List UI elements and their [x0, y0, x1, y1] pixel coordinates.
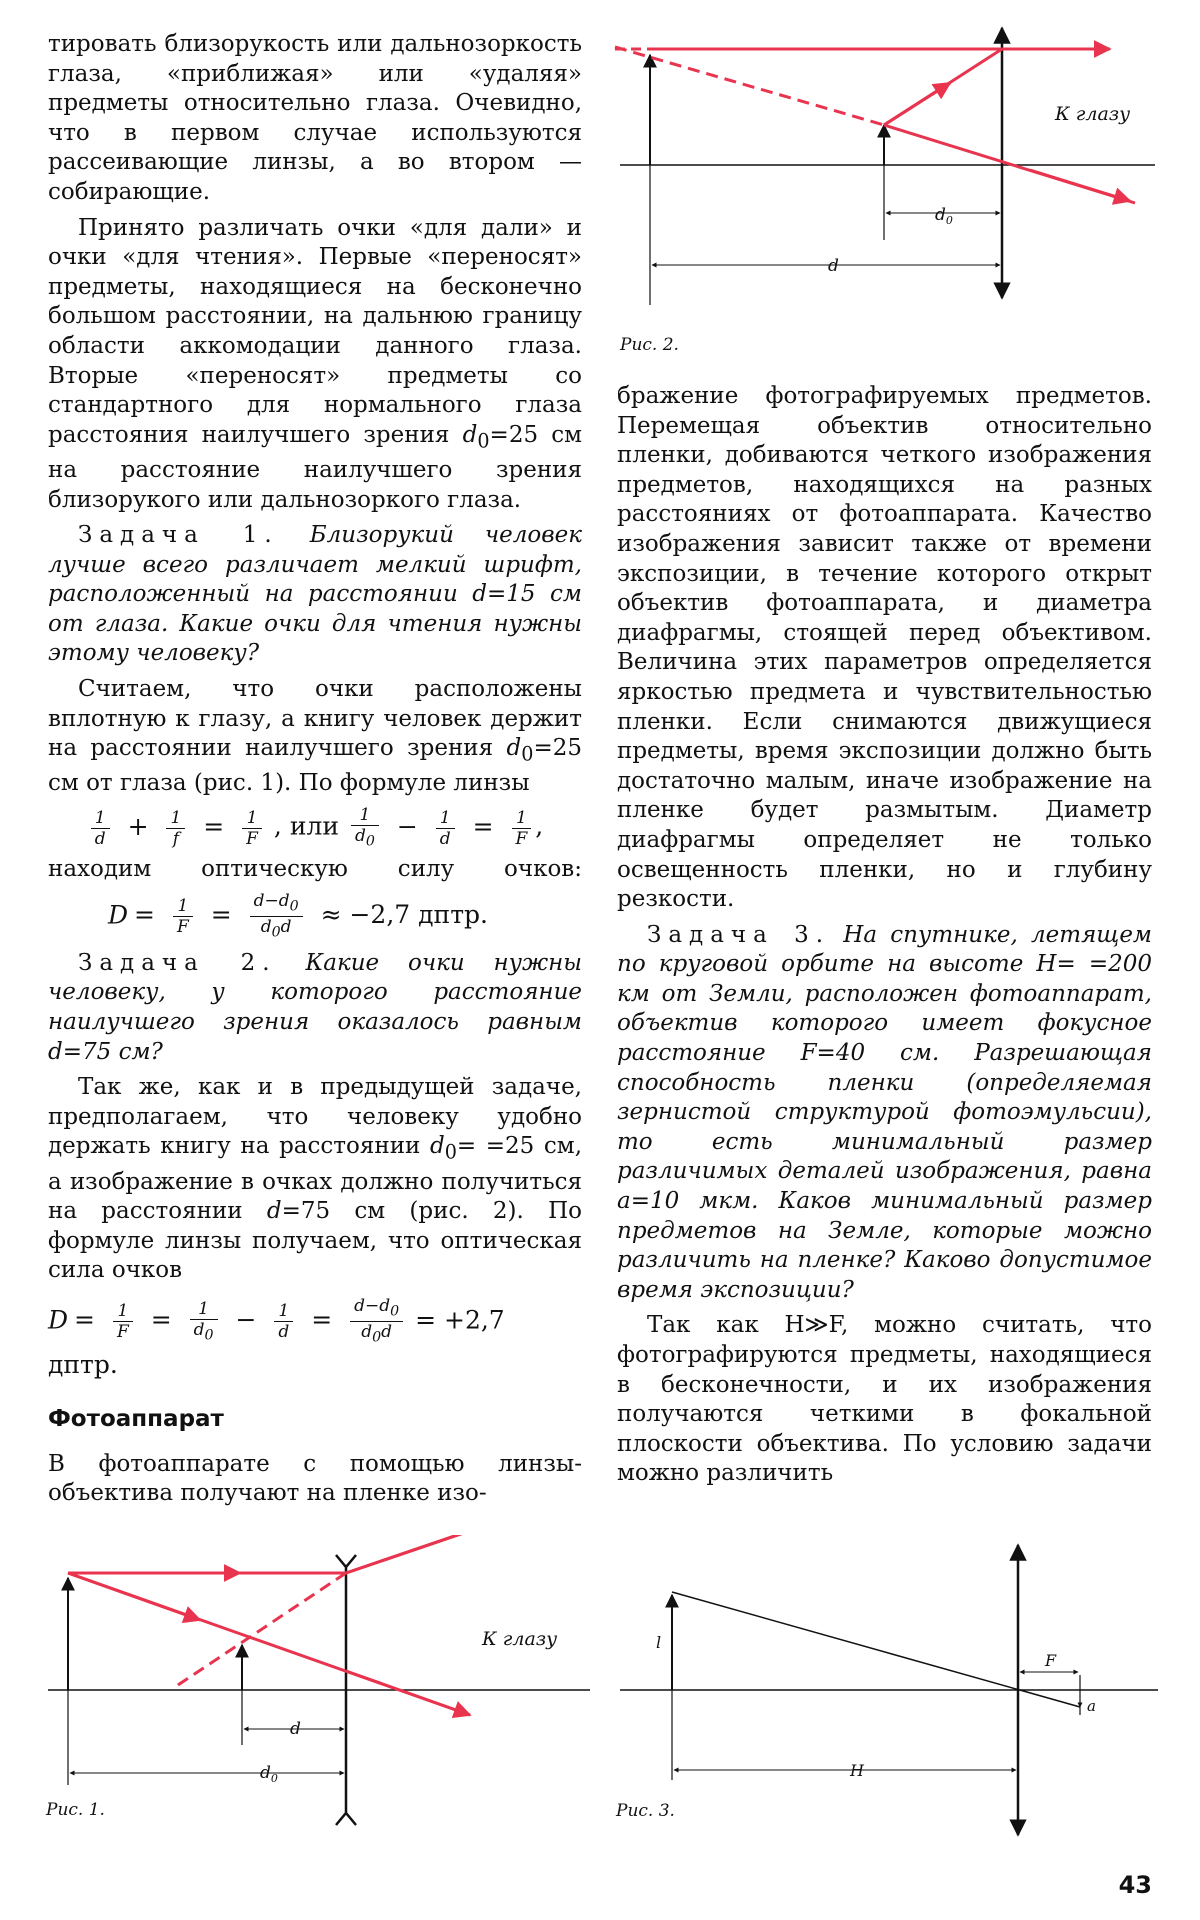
ray-arrow — [68, 1573, 200, 1620]
label-to-eye: К глазу — [1055, 103, 1131, 125]
paragraph: находим оптическую силу очков: — [48, 856, 582, 883]
paragraph: Так как H≫F, можно считать, что фотографируются предметы, находящиеся в бесконечности, и их изображения получаются четкими в фокальной плоскости объектива. По условию задачи можно различить — [617, 1312, 1152, 1487]
label-F: F — [1045, 1651, 1057, 1670]
figure-2 — [610, 20, 1170, 360]
label-a: a — [1087, 1697, 1096, 1715]
power-formula-2: D = $\frac{1}{F}$ = $\frac{1}{d_0}$ − $\frac{1}{d}$ = $\frac{d-d_0}{d_0d}$ = +2,7 дптр. — [48, 1295, 505, 1379]
label-to-eye: К глазу — [482, 1628, 558, 1650]
virtual-ray — [615, 47, 884, 125]
label-d: d — [290, 1719, 301, 1739]
figure-caption: Рис. 1. — [46, 1800, 105, 1820]
paragraph: Считаем, что очки расположены вплотную к глазу, а книгу человек держит на расстоянии наилучшего зрения $d_0=25$ см от глаза (рис. 1). По формуле линзы — [48, 676, 583, 797]
figure-caption: Рис. 2. — [620, 335, 679, 355]
label-d: d — [828, 256, 839, 276]
paragraph: Так же, как и в предыдущей задаче, предполагаем, что человеку удобно держать книгу на расстоянии $d_0= =25$ см, а изображение в очках должно получиться на расстоянии d=75 см (рис. 2). По формуле линзы получаем, что оптическая сила очков — [48, 1074, 583, 1284]
right-column — [617, 382, 1152, 1489]
section-heading: Фотоаппарат — [48, 1405, 224, 1432]
task-1: Задача 1. Близорукий человек лучше всего различает мелкий шрифт, расположенный на расстоянии d=15 см от глаза. Какие очки для чтения нужны этому человеку? — [48, 522, 583, 667]
paragraph: В фотоаппарате с помощью линзы-объектива получают на пленке изо- — [48, 1450, 582, 1507]
paragraph: тировать близорукость или дальнозоркость глаза, «приближая» или «удаляя» предметы относительно глаза. Очевидно, что в первом случае используются рассеивающие линзы, а во втором — собирающие. — [48, 31, 582, 205]
figure-1 — [40, 1535, 600, 1835]
page-number: 43 — [1118, 1871, 1152, 1899]
task-3: Задача 3. На спутнике, летящем по круговой орбите на высоте H= =200 км от Земли, расположен фотоаппарат, объектив которого имеет фокусное расстояние F=40 см. Разрешающая способность пленки (определяемая зернистой структурой фотоэмульсии), то есть минимальный размер различимых деталей изображения, равна a=10 мкм. Каков минимальный размер предметов на Земле, которые можно различить на пленке? Каково допустимое время экспозиции? — [617, 921, 1153, 1303]
lens-formula: $\frac{1}{d}$ + $\frac{1}{f}$ = $\frac{1}{F}$ , или $\frac{1}{d_0}$ − $\frac{1}{d}$ = $\frac{1}{F}$ , — [48, 805, 582, 851]
task-2: Задача 2. Какие очки нужны человеку, у которого расстояние наилучшего зрения оказалось равным d=75 см? — [48, 949, 583, 1065]
ray-arrow — [346, 1535, 505, 1573]
label-l: l — [656, 1633, 662, 1652]
label-d0: $d_0$ — [935, 205, 953, 227]
ray-arrow — [1030, 170, 1130, 201]
left-column — [48, 30, 582, 1509]
label-H: H — [850, 1761, 864, 1780]
label-d0: $d_0$ — [260, 1763, 278, 1785]
ray-arrow — [884, 83, 950, 125]
paragraph: Принято различать очки «для дали» и очки «для чтения». Первые «переносят» предметы, находящиеся на бесконечно большом расстоянии, на дальнюю границу области аккомодации данного глаза. Вторые «переносят» предметы со стандартного для нормального глаза расстояния наилучшего зрения $d_0=25$ см на расстояние наилучшего зрения близорукого или дальнозоркого глаза. — [48, 214, 583, 513]
power-formula-1: D = $\frac{1}{F}$ = $\frac{d-d_0}{d_0d}$ ≈ −2,7 дптр. — [108, 891, 488, 941]
figure-caption: Рис. 3. — [616, 1801, 675, 1821]
virtual-ray — [175, 1573, 346, 1687]
figure-3 — [610, 1535, 1170, 1845]
ray-arrow — [346, 1671, 470, 1715]
ray — [346, 1535, 510, 1573]
paragraph: бражение фотографируемых предметов. Перемещая объектив относительно пленки, добиваются четкого изображения предметов, находящихся на разных расстояниях от фотоаппарата. Качество изображения зависит также от времени экспозиции, в течение которого открыт объектив фотоаппарата, и диаметра диафрагмы, стоящей перед объективом. Величина этих параметров определяется яркостью предмета и чувствительностью пленки. Если снимаются движущиеся предметы, время экспозиции должно быть достаточно малым, иначе изображение на пленке будет размытым. Диаметр диафрагмы определяет не только освещенность пленки, но и глубину резкости. — [617, 383, 1152, 913]
